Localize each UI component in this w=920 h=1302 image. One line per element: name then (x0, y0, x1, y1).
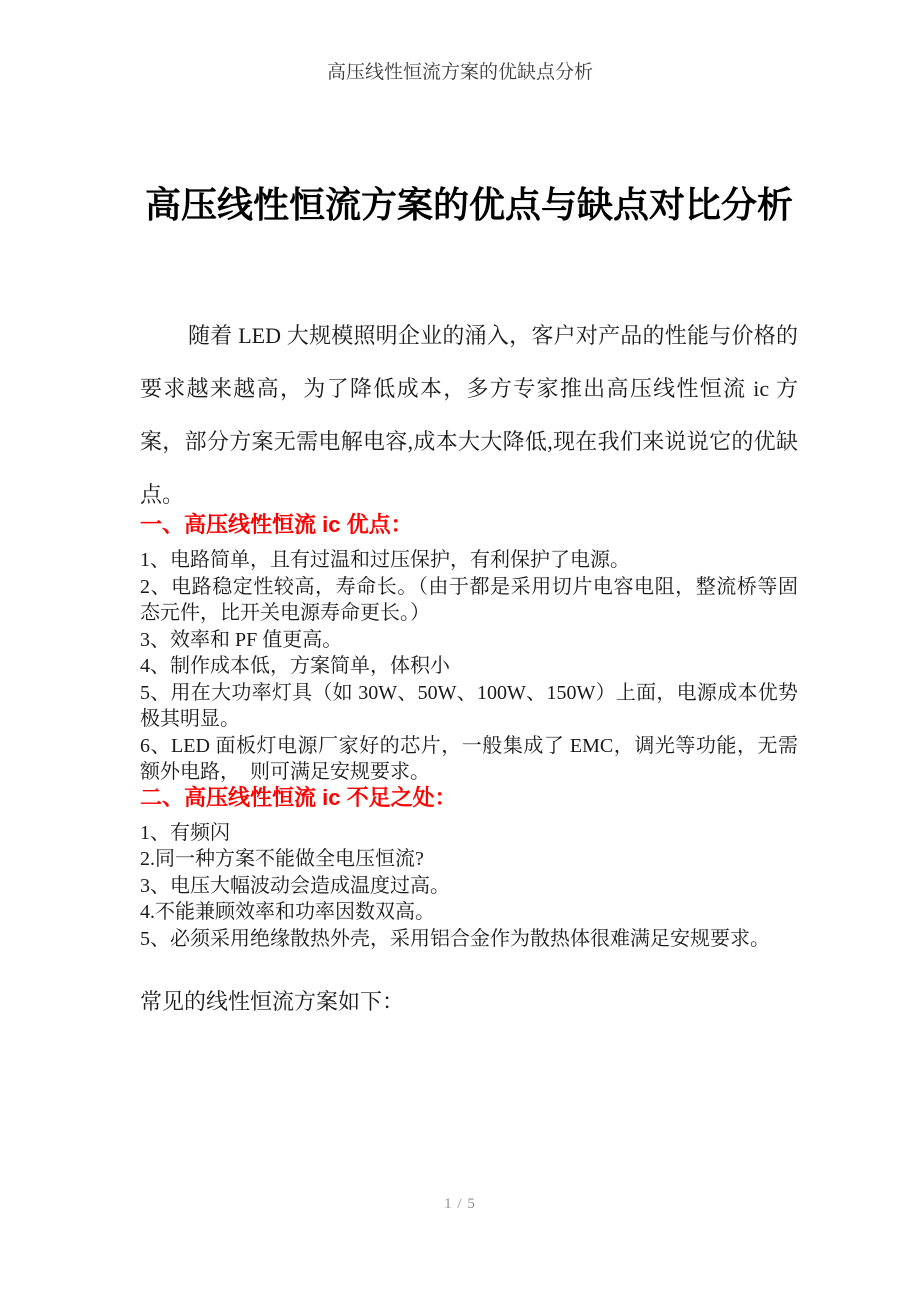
list-item: 5、用在大功率灯具（如 30W、50W、100W、150W）上面，电源成本优势极其明显。 (140, 681, 798, 730)
list-item: 6、LED 面板灯电源厂家好的芯片，一般集成了 EMC，调光等功能，无需额外电路， 则可满足安规要求。 (140, 734, 798, 783)
document-body (0, 181, 920, 1018)
document-title: 高压线性恒流方案的优点与缺点对比分析 (144, 185, 793, 225)
list-item: 4、制作成本低，方案简单，体积小 (140, 655, 450, 677)
list-item: 2、电路稳定性较高，寿命长。（由于都是采用切片电容电阻，整流桥等固态元件，比开关电源寿命更长。） (140, 575, 798, 624)
list-item: 3、电压大幅波动会造成温度过高。 (140, 874, 450, 897)
list-item: 2.同一种方案不能做全电压恒流? (140, 848, 424, 870)
section2-list (140, 820, 798, 953)
list-item: 3、效率和 PF 值更高。 (140, 628, 343, 651)
closing-line: 常见的线性恒流方案如下： (140, 989, 405, 1014)
list-item: 1、有频闪 (140, 821, 230, 844)
list-item: 4.不能兼顾效率和功率因数双高。 (140, 901, 435, 923)
section2-heading: 二、高压线性恒流 ic 不足之处： (140, 784, 457, 810)
header-running-title: 高压线性恒流方案的优缺点分析 (326, 62, 593, 83)
list-item: 1、电路简单，且有过温和过压保护，有利保护了电源。 (140, 549, 630, 571)
page-footer (0, 1194, 920, 1214)
intro-paragraph: 随着 LED 大规模照明企业的涌入，客户对产品的性能与价格的要求越来越高，为了降低成本，多方专家推出高压线性恒流 ic 方案，部分方案无需电解电容,成本大大降低,现在我们来说说它的优缺点。 (140, 323, 798, 507)
page-number: 1 / 5 (444, 1196, 476, 1212)
document-header (0, 0, 920, 84)
section1-heading: 一、高压线性恒流 ic 优点： (140, 512, 413, 537)
list-item: 5、必须采用绝缘散热外壳，采用铝合金作为散热体很难满足安规要求。 (140, 927, 770, 950)
section1-list (140, 547, 798, 786)
